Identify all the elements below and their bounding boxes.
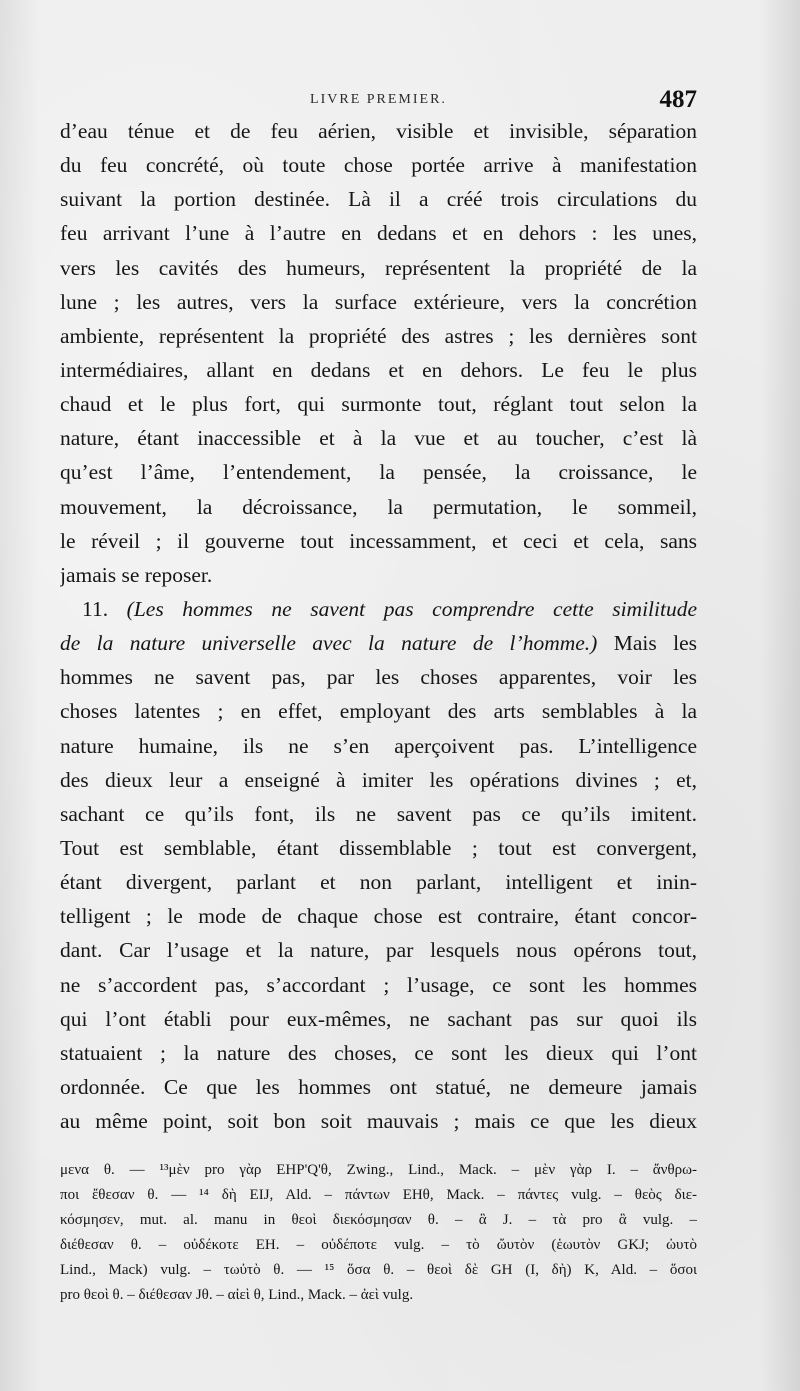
footnote-line: pro θεοὶ θ. – διέθεσαν Jθ. – αἰεὶ θ, Lind., Mack. – ἀεὶ vulg. [60, 1287, 414, 1303]
text-line: d’eau ténue et de feu aérien, visible et invisible, séparation [60, 119, 697, 143]
text-line: ordonnée. Ce que les hommes ont statué, ne demeure jamais [60, 1074, 697, 1099]
footnotes [60, 1158, 697, 1308]
text-line: nature humaine, ils ne s’en aperçoivent pas. L’intelligence [60, 733, 697, 758]
text-line: ambiente, représentent la propriété des astres ; les dernières sont [60, 323, 697, 348]
text-line: suivant la portion destinée. Là il a créé trois circulations du [60, 187, 697, 212]
text-line: lune ; les autres, vers la surface extérieure, vers la concrétion [60, 289, 697, 314]
running-head [60, 88, 697, 114]
text-line: sachant ce qu’ils font, ils ne savent pas ce qu’ils imitent. [60, 801, 697, 826]
text-line: intermédiaires, allant en dedans et en dehors. Le feu le plus [60, 357, 697, 382]
main-text [60, 114, 697, 1138]
footnote-line: ποι ἔθεσαν θ. — ¹⁴ δὴ EIJ, Ald. – πάντων EHθ, Mack. – πάντες vulg. – θεὸς διε- [60, 1187, 697, 1203]
page-number: 487 [659, 86, 697, 113]
footnote-line: κόσμησεν, mut. al. manu in θεοὶ διεκόσμησαν θ. – ἃ J. – τὰ pro ἃ vulg. – [60, 1212, 697, 1228]
footnote-line: μενα θ. — ¹³μὲν pro γὰρ EHP'Q'θ, Zwing., Lind., Mack. – μὲν γὰρ I. – ἄνθρω- [60, 1162, 697, 1178]
text-line: des dieux leur a enseigné à imiter les opérations divines ; et, [60, 767, 697, 792]
text-line: ne s’accordent pas, s’accordant ; l’usage, ce sont les hommes [60, 972, 697, 997]
text-line: mouvement, la décroissance, la permutation, le sommeil, [60, 494, 697, 519]
running-title: LIVRE PREMIER. [310, 92, 447, 107]
text-line: vers les cavités des humeurs, représentent la propriété de la [60, 255, 697, 280]
text-line: chaud et le plus fort, qui surmonte tout, réglant tout selon la [60, 392, 697, 417]
text-line: hommes ne savent pas, par les choses apparentes, voir les [60, 665, 697, 690]
section-title-part2: de la nature universelle avec la nature de l’homme.) [60, 631, 598, 656]
text-line: telligent ; le mode de chaque chose est contraire, étant concor- [60, 904, 697, 929]
section-heading-line [60, 626, 697, 660]
text-line: le réveil ; il gouverne tout incessamment, et ceci et cela, sans [60, 528, 697, 553]
text-line: statuaient ; la nature des choses, ce sont les dieux qui l’ont [60, 1040, 697, 1065]
text-line: nature, étant inaccessible et à la vue et au toucher, c’est là [60, 426, 697, 451]
footnote-line: Lind., Mack) vulg. – τωὐτὸ θ. — ¹⁵ ὅσα θ. – θεοὶ δὲ GH (I, δὴ) K, Ald. – ὅσοι [60, 1262, 697, 1278]
text-line: jamais se reposer. [60, 562, 213, 587]
text-line: étant divergent, parlant et non parlant, intelligent et inin- [60, 870, 697, 895]
text-line: feu arrivant l’une à l’autre en dedans et en dehors : les unes, [60, 221, 697, 246]
section-title-part1: (Les hommes ne savent pas comprendre cette similitude [126, 596, 697, 621]
section-number: 11. [82, 596, 109, 621]
text-line: choses latentes ; en effet, employant des arts semblables à la [60, 699, 697, 724]
text-line: du feu concrété, où toute chose portée arrive à manifestation [60, 153, 697, 178]
section-heading-line [60, 592, 697, 626]
text-line: au même point, soit bon soit mauvais ; mais ce que les dieux [60, 1109, 697, 1134]
text-line: dant. Car l’usage et la nature, par lesquels nous opérons tout, [60, 938, 697, 963]
text-line: qui l’ont établi pour eux-mêmes, ne sachant pas sur quoi ils [60, 1006, 697, 1031]
text-line: qu’est l’âme, l’entendement, la pensée, la croissance, le [60, 460, 697, 485]
text-line: Tout est semblable, étant dissemblable ; tout est convergent, [60, 835, 697, 860]
section-line-tail: Mais les [613, 631, 697, 656]
footnote-line: διέθεσαν θ. – οὐδέκοτε EH. – οὐδέποτε vulg. – τὸ ὤυτὸν (ἑωυτὸν GKJ; ὠυτὸ [60, 1237, 697, 1253]
